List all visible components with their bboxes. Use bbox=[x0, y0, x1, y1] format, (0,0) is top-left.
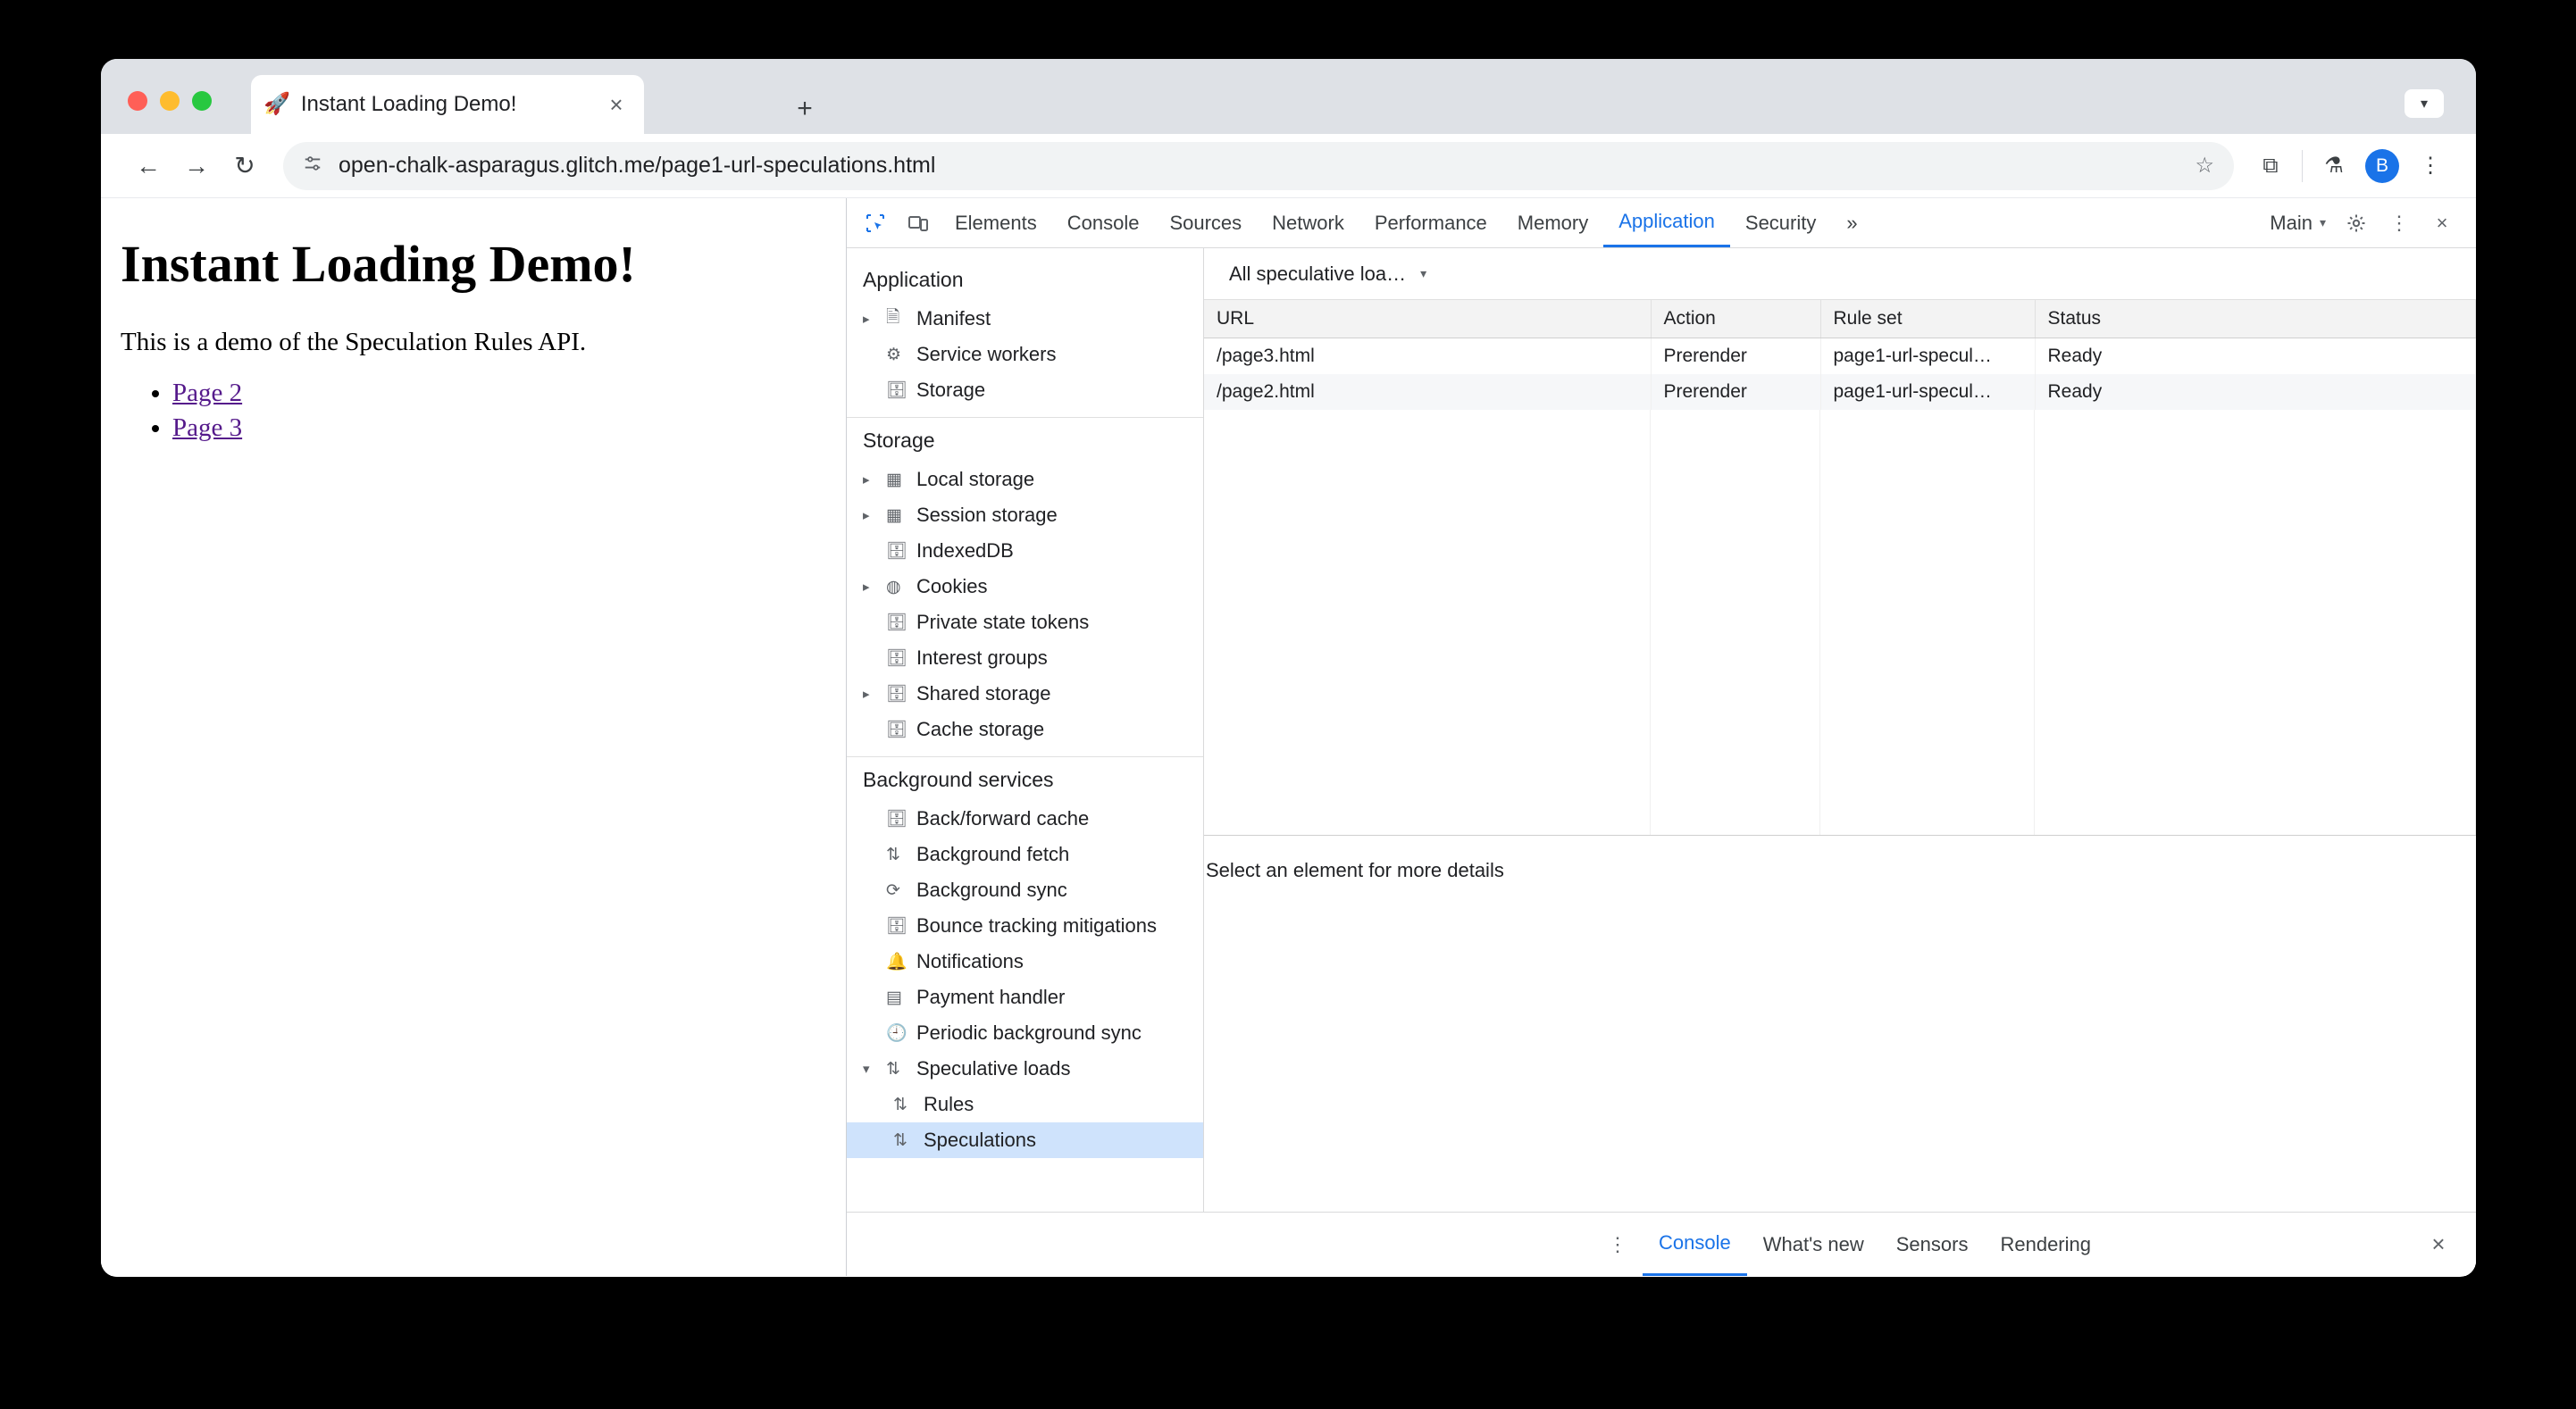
sidebar-item-local-storage[interactable] bbox=[847, 462, 1203, 497]
sidebar-item-label: Cookies bbox=[916, 575, 988, 597]
sidebar-item-payment-handler[interactable] bbox=[847, 980, 1203, 1015]
database-icon: 🗄 bbox=[886, 649, 908, 668]
column-header-action[interactable]: Action bbox=[1651, 300, 1820, 338]
speculations-table bbox=[1204, 300, 2476, 410]
sidebar-item-label: Interest groups bbox=[916, 646, 1048, 669]
link-page-3[interactable]: Page 3 bbox=[172, 413, 243, 442]
sidebar-item-periodic-background-sync[interactable] bbox=[847, 1015, 1203, 1051]
sidebar-item-storage[interactable] bbox=[847, 372, 1203, 408]
database-icon: 🗄 bbox=[886, 917, 908, 936]
drawer-close-icon[interactable]: × bbox=[2431, 1230, 2446, 1257]
sidebar-item-label: Back/forward cache bbox=[916, 807, 1090, 830]
column-header-rule-set[interactable]: Rule set bbox=[1820, 300, 2035, 338]
column-header-status[interactable]: Status bbox=[2035, 300, 2476, 338]
toolbar-divider bbox=[2302, 150, 2303, 182]
extensions-icon[interactable]: ⧉ bbox=[2262, 153, 2279, 178]
table-row[interactable] bbox=[1204, 374, 2476, 410]
sidebar-item-speculative-loads[interactable] bbox=[847, 1051, 1203, 1087]
page-link-list bbox=[121, 379, 846, 443]
tab-performance[interactable]: Performance bbox=[1374, 211, 1487, 234]
sidebar-item-back-forward-cache[interactable] bbox=[847, 801, 1203, 837]
chevron-down-icon[interactable]: ▾ bbox=[863, 1062, 870, 1077]
sidebar-item-label: Rules bbox=[924, 1093, 974, 1115]
clock-icon: 🕘 bbox=[886, 1024, 907, 1043]
table-header-row bbox=[1204, 300, 2476, 338]
gear-icon[interactable] bbox=[2335, 204, 2378, 243]
devtools-more-icon[interactable]: ⋮ bbox=[2389, 211, 2409, 234]
back-button[interactable]: ← bbox=[136, 151, 161, 179]
device-toolbar-icon[interactable] bbox=[897, 204, 940, 243]
sidebar-item-label: Speculations bbox=[924, 1129, 1036, 1151]
devtools-body bbox=[847, 248, 2476, 1212]
sidebar-item-rules[interactable] bbox=[847, 1087, 1203, 1122]
list-item bbox=[172, 379, 846, 408]
chevron-down-icon: ▾ bbox=[1420, 266, 1427, 280]
database-icon: 🗄 bbox=[886, 721, 908, 739]
drawer-tab-sensors[interactable]: Sensors bbox=[1895, 1232, 1969, 1255]
sidebar-item-cookies[interactable] bbox=[847, 569, 1203, 604]
context-selector-label: Main bbox=[2270, 211, 2313, 234]
sidebar-item-label: Service workers bbox=[916, 343, 1057, 365]
chevron-right-icon[interactable]: ▸ bbox=[863, 472, 870, 488]
tab-title: Instant Loading Demo! bbox=[300, 92, 517, 116]
column-header-url[interactable]: URL bbox=[1204, 300, 1651, 338]
site-settings-icon[interactable] bbox=[303, 154, 322, 179]
drawer-tab-rendering[interactable]: Rendering bbox=[2000, 1232, 2091, 1255]
table-icon: ▦ bbox=[886, 505, 902, 525]
chevron-down-icon: ▾ bbox=[2319, 215, 2326, 229]
document-icon: 🗎 bbox=[886, 308, 900, 327]
filter-label: All speculative loa… bbox=[1229, 262, 1407, 285]
sidebar-item-label: Storage bbox=[916, 379, 986, 401]
content-area bbox=[101, 198, 2476, 1276]
tab-sources[interactable]: Sources bbox=[1169, 211, 1242, 234]
arrows-icon: ⇅ bbox=[893, 1095, 907, 1114]
arrows-icon: ⇅ bbox=[886, 845, 900, 864]
database-icon: 🗄 bbox=[886, 613, 908, 632]
bell-icon: 🔔 bbox=[886, 953, 907, 971]
cell-status: Ready bbox=[2035, 338, 2476, 375]
gear-cluster-icon: ⚙ bbox=[886, 345, 902, 364]
arrows-icon: ⇅ bbox=[893, 1130, 907, 1150]
sidebar-item-manifest[interactable] bbox=[847, 301, 1203, 337]
link-page-2[interactable]: Page 2 bbox=[172, 379, 243, 407]
list-item bbox=[172, 413, 846, 443]
speculative-loads-filter-select[interactable] bbox=[1220, 257, 1435, 291]
speculations-table-container[interactable] bbox=[1204, 300, 2476, 836]
window-close-button[interactable] bbox=[128, 91, 147, 111]
new-tab-button[interactable]: + bbox=[797, 94, 813, 123]
sidebar-item-shared-storage[interactable] bbox=[847, 676, 1203, 712]
sidebar-item-bounce-tracking-mitigations[interactable] bbox=[847, 908, 1203, 944]
details-placeholder-text: Select an element for more details bbox=[1206, 859, 1504, 881]
sidebar-item-cache-storage[interactable] bbox=[847, 712, 1203, 747]
window-maximize-button[interactable] bbox=[192, 91, 212, 111]
forward-button[interactable]: → bbox=[184, 151, 209, 179]
inspect-element-icon[interactable] bbox=[854, 204, 897, 243]
table-empty-area bbox=[1204, 410, 2476, 836]
chevron-right-icon[interactable]: ▸ bbox=[863, 579, 870, 595]
database-icon: 🗄 bbox=[886, 381, 908, 400]
tab-elements[interactable]: Elements bbox=[955, 211, 1037, 234]
chevron-right-icon[interactable]: ▸ bbox=[863, 508, 870, 523]
database-icon: 🗄 bbox=[886, 542, 908, 561]
reload-button[interactable]: ↻ bbox=[234, 152, 255, 179]
sidebar-item-label: Private state tokens bbox=[916, 611, 1090, 633]
sidebar-item-label: Shared storage bbox=[916, 682, 1051, 704]
drawer-menu-icon[interactable]: ⋮ bbox=[1608, 1232, 1627, 1255]
sidebar-item-label: Background fetch bbox=[916, 843, 1070, 865]
close-icon[interactable]: × bbox=[609, 90, 623, 118]
address-bar[interactable] bbox=[283, 142, 2234, 190]
devtools-toolbar bbox=[847, 198, 2476, 248]
sidebar-item-interest-groups[interactable] bbox=[847, 640, 1203, 676]
section-title-application: Application bbox=[863, 268, 964, 291]
application-sidebar bbox=[847, 248, 1204, 1212]
sidebar-item-label: IndexedDB bbox=[916, 539, 1014, 562]
sidebar-item-notifications[interactable] bbox=[847, 944, 1203, 980]
sidebar-item-label: Session storage bbox=[916, 504, 1058, 526]
address-bar-url: open-chalk-asparagus.glitch.me/page1-url-speculations.html bbox=[339, 153, 936, 178]
devtools-drawer bbox=[847, 1212, 2476, 1276]
tab-console[interactable]: Console bbox=[1066, 211, 1140, 234]
sidebar-item-label: Speculative loads bbox=[916, 1057, 1071, 1080]
sidebar-item-label: Background sync bbox=[916, 879, 1067, 901]
database-icon: 🗄 bbox=[886, 685, 908, 704]
table-icon: ▦ bbox=[886, 470, 902, 489]
section-title-storage: Storage bbox=[863, 429, 935, 452]
sidebar-item-session-storage[interactable] bbox=[847, 497, 1203, 533]
speculations-panel bbox=[1204, 248, 2476, 1212]
speculations-filter-bar bbox=[1204, 248, 2476, 300]
labs-icon[interactable]: ⚗ bbox=[2324, 154, 2344, 178]
drawer-tab-whats-new[interactable]: What's new bbox=[1762, 1232, 1864, 1255]
sidebar-item-label: Periodic background sync bbox=[916, 1021, 1142, 1044]
sidebar-item-label: Payment handler bbox=[916, 986, 1066, 1008]
sidebar-item-indexeddb[interactable] bbox=[847, 533, 1203, 569]
browser-tab[interactable] bbox=[251, 75, 644, 134]
more-tabs-button[interactable]: » bbox=[1846, 211, 1858, 234]
table-row[interactable] bbox=[1204, 338, 2476, 375]
sidebar-item-label: Cache storage bbox=[916, 718, 1045, 740]
bookmark-star-icon[interactable]: ☆ bbox=[2195, 154, 2214, 178]
cell-action: Prerender bbox=[1651, 338, 1820, 375]
section-title-background-services: Background services bbox=[863, 768, 1054, 791]
browser-window bbox=[101, 59, 2476, 1277]
sidebar-item-label: Local storage bbox=[916, 468, 1035, 490]
database-icon: 🗄 bbox=[886, 810, 908, 829]
tab-application[interactable]: Application bbox=[1603, 198, 1730, 247]
rocket-icon: 🚀 bbox=[263, 92, 290, 116]
browser-tab-strip bbox=[101, 59, 2476, 134]
page-paragraph: This is a demo of the Speculation Rules API. bbox=[121, 328, 587, 356]
cell-rule-set: page1-url-specul… bbox=[1820, 374, 2035, 410]
chevron-right-icon[interactable]: ▸ bbox=[863, 687, 870, 702]
drawer-tab-console[interactable]: Console bbox=[1643, 1213, 1747, 1276]
sidebar-item-label: Manifest bbox=[916, 307, 991, 329]
chevron-right-icon[interactable]: ▸ bbox=[863, 312, 870, 327]
web-page-viewport bbox=[101, 198, 847, 1276]
tab-memory[interactable]: Memory bbox=[1517, 211, 1589, 234]
cell-rule-set: page1-url-specul… bbox=[1820, 338, 2035, 375]
browser-menu-icon[interactable]: ⋮ bbox=[2420, 154, 2441, 178]
tab-security[interactable]: Security bbox=[1744, 211, 1817, 234]
card-icon: ▤ bbox=[886, 988, 902, 1007]
chevron-down-icon[interactable]: ▾ bbox=[2405, 89, 2444, 118]
avatar[interactable]: B bbox=[2365, 149, 2399, 183]
details-pane bbox=[1204, 836, 2476, 1212]
sidebar-item-service-workers[interactable] bbox=[847, 337, 1203, 372]
cell-action: Prerender bbox=[1651, 374, 1820, 410]
sidebar-item-background-fetch[interactable] bbox=[847, 837, 1203, 872]
sidebar-item-background-sync[interactable] bbox=[847, 872, 1203, 908]
devtools-panel bbox=[847, 198, 2476, 1276]
sidebar-item-label: Bounce tracking mitigations bbox=[916, 914, 1158, 937]
tab-network[interactable]: Network bbox=[1272, 211, 1344, 234]
sidebar-item-speculations[interactable] bbox=[847, 1122, 1203, 1158]
browser-toolbar bbox=[101, 134, 2476, 198]
sidebar-item-label: Notifications bbox=[916, 950, 1024, 972]
page-title: Instant Loading Demo! bbox=[121, 235, 636, 293]
cell-status: Ready bbox=[2035, 374, 2476, 410]
cell-url: /page3.html bbox=[1204, 338, 1651, 375]
sidebar-item-private-state-tokens[interactable] bbox=[847, 604, 1203, 640]
context-selector[interactable] bbox=[2261, 212, 2335, 235]
arrows-icon: ⇅ bbox=[886, 1059, 900, 1079]
window-minimize-button[interactable] bbox=[160, 91, 180, 111]
cookie-icon: ◍ bbox=[886, 577, 901, 596]
sync-icon: ⟳ bbox=[886, 880, 900, 900]
devtools-close-icon[interactable]: × bbox=[2436, 211, 2448, 234]
cell-url: /page2.html bbox=[1204, 374, 1651, 410]
